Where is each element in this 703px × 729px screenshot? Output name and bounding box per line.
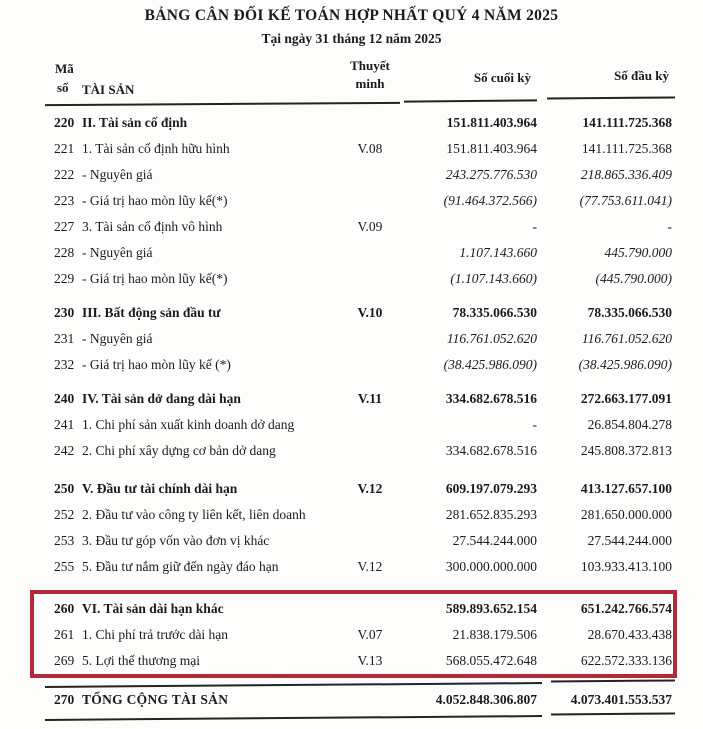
row-end-value: 151.811.403.964 <box>446 115 537 130</box>
row-label: - Giá trị hao mòn lũy kế(*) <box>82 193 228 208</box>
header-end-period: Số cuối kỳ <box>473 70 531 85</box>
row-label: - Nguyên giá <box>82 245 153 260</box>
row-end-value: 300.000.000.000 <box>445 559 537 574</box>
row-code: 252 <box>54 507 75 522</box>
table-row <box>45 240 672 266</box>
total-row <box>45 681 672 711</box>
header-underline-begin-period <box>547 96 675 99</box>
header-notes-line2: minh <box>355 76 385 91</box>
row-code: 240 <box>54 391 75 406</box>
row-note <box>338 412 402 438</box>
row-begin-value: 28.670.433.438 <box>587 627 672 642</box>
total-code: 270 <box>54 692 75 707</box>
header-underline-end-period <box>404 99 537 102</box>
header-code-line1: Mã <box>55 61 74 76</box>
row-note <box>338 438 402 464</box>
row-note <box>338 266 402 292</box>
row-begin-value: - <box>667 219 672 234</box>
total-begin-value: 4.073.401.553.537 <box>570 692 672 707</box>
row-code: 242 <box>54 443 75 458</box>
row-begin-value: 27.544.244.000 <box>587 533 672 548</box>
row-begin-value: 245.808.372.813 <box>580 443 672 458</box>
row-label: - Nguyên giá <box>82 167 153 182</box>
table-header <box>45 60 672 105</box>
row-note: V.12 <box>357 481 383 496</box>
row-begin-value: 622.572.333.136 <box>580 653 672 668</box>
row-code: 220 <box>54 115 75 130</box>
row-begin-value: 141.111.725.368 <box>582 115 672 130</box>
row-note: V.10 <box>357 305 383 320</box>
row-end-value: (1.107.143.660) <box>450 271 537 286</box>
row-begin-value: 281.650.000.000 <box>580 507 672 522</box>
row-begin-value: (38.425.986.090) <box>578 357 672 372</box>
row-code: 229 <box>54 271 75 286</box>
table-row <box>45 386 672 412</box>
table-row <box>45 412 672 438</box>
page-subtitle: Tại ngày 31 tháng 12 năm 2025 <box>261 31 442 46</box>
row-end-value: (91.464.372.566) <box>443 193 537 208</box>
row-begin-value: 651.242.766.574 <box>580 601 672 616</box>
table-row <box>45 110 672 136</box>
row-end-value: 334.682.678.516 <box>445 391 537 406</box>
row-end-value: 1.107.143.660 <box>459 245 537 260</box>
row-code: 231 <box>54 331 75 346</box>
row-note: V.12 <box>357 559 383 574</box>
row-note <box>338 240 402 266</box>
row-label: V. Đầu tư tài chính dài hạn <box>82 481 238 496</box>
row-label: IV. Tài sản dở dang dài hạn <box>82 391 241 406</box>
row-label: 5. Đầu tư nắm giữ đến ngày đáo hạn <box>82 559 279 574</box>
table-row <box>45 596 672 622</box>
row-label: 3. Tài sản cố định vô hình <box>82 219 223 234</box>
table-body <box>45 110 672 674</box>
row-begin-value: 141.111.725.368 <box>581 141 672 156</box>
row-code: 228 <box>54 245 75 260</box>
row-note <box>338 326 402 352</box>
header-code-line2: số <box>57 80 69 95</box>
row-begin-value: 218.865.336.409 <box>580 167 672 182</box>
row-end-value: 21.838.179.506 <box>452 627 537 642</box>
row-end-value: (38.425.986.090) <box>443 357 537 372</box>
row-label: 5. Lợi thế thương mại <box>82 653 200 668</box>
table-row <box>45 528 672 554</box>
row-label: 1. Tài sản cố định hữu hình <box>82 141 230 156</box>
table-row <box>45 326 672 352</box>
header-notes-line1: Thuyết <box>350 58 390 73</box>
table-row <box>45 136 672 162</box>
header-assets: TÀI SẢN <box>82 82 135 97</box>
row-label: - Giá trị hao mòn lũy kế(*) <box>82 271 228 286</box>
row-end-value: 243.275.776.530 <box>445 167 537 182</box>
row-code: 250 <box>54 481 75 496</box>
row-label: - Giá trị hao mòn lũy kế (*) <box>82 357 231 372</box>
row-label: 2. Đầu tư vào công ty liên kết, liên doanh <box>82 507 306 522</box>
row-begin-value: (445.790.000) <box>595 271 672 286</box>
row-begin-value: 445.790.000 <box>604 245 672 260</box>
row-begin-value: 78.335.066.530 <box>587 305 672 320</box>
row-end-value: 334.682.678.516 <box>445 443 537 458</box>
row-end-value: 589.893.652.154 <box>445 601 537 616</box>
row-note <box>338 352 402 378</box>
table-row <box>45 622 672 648</box>
row-begin-value: 272.663.177.091 <box>580 391 672 406</box>
row-end-value: 78.335.066.530 <box>452 305 537 320</box>
row-code: 223 <box>54 193 75 208</box>
table-row <box>45 352 672 378</box>
row-label: - Nguyên giá <box>82 331 153 346</box>
row-end-value: 568.055.472.648 <box>445 653 537 668</box>
row-label: 1. Chi phí trả trước dài hạn <box>82 627 229 642</box>
total-bottom-rule-right <box>551 712 675 715</box>
total-bottom-rule-left <box>45 715 542 721</box>
row-note <box>338 162 402 188</box>
row-code: 269 <box>54 653 75 668</box>
row-label: 3. Đầu tư góp vốn vào đơn vị khác <box>82 533 270 548</box>
row-note: V.07 <box>357 627 383 642</box>
total-end-value: 4.052.848.306.807 <box>435 692 537 707</box>
row-note: V.11 <box>357 391 383 406</box>
row-begin-value: 413.127.657.100 <box>580 481 672 496</box>
row-label: VI. Tài sản dài hạn khác <box>82 601 224 616</box>
table-row <box>45 554 672 580</box>
row-code: 232 <box>54 357 75 372</box>
page-title: BẢNG CÂN ĐỐI KẾ TOÁN HỢP NHẤT QUÝ 4 NĂM 2025 <box>144 7 559 24</box>
header-begin-period: Số đầu kỳ <box>614 68 669 83</box>
row-code: 241 <box>54 417 75 432</box>
row-code: 255 <box>54 559 75 574</box>
table-row <box>45 476 672 502</box>
row-end-value: - <box>532 417 537 432</box>
row-begin-value: 26.854.804.278 <box>587 417 672 432</box>
table-row <box>45 502 672 528</box>
row-note <box>338 528 402 554</box>
table-row <box>45 266 672 292</box>
row-code: 230 <box>54 305 75 320</box>
row-end-value: 27.544.244.000 <box>452 533 537 548</box>
row-note: V.08 <box>357 141 383 156</box>
row-code: 227 <box>54 219 75 234</box>
row-code: 261 <box>54 627 75 642</box>
header-underline-label <box>45 102 400 106</box>
row-code: 260 <box>54 601 75 616</box>
row-end-value: - <box>532 219 537 234</box>
row-end-value: 281.652.835.293 <box>445 507 537 522</box>
total-label: TỔNG CỘNG TÀI SẢN <box>82 692 229 707</box>
row-note: V.09 <box>357 219 383 234</box>
row-code: 253 <box>54 533 75 548</box>
row-begin-value: 103.933.413.100 <box>580 559 672 574</box>
row-end-value: 116.761.052.620 <box>446 331 537 346</box>
row-begin-value: (77.753.611.041) <box>579 193 672 208</box>
table-row <box>45 438 672 464</box>
row-code: 221 <box>54 141 75 156</box>
row-label: II. Tài sản cố định <box>82 115 188 130</box>
row-begin-value: 116.761.052.620 <box>581 331 672 346</box>
table-row <box>45 214 672 240</box>
row-note <box>338 110 402 136</box>
row-note <box>338 596 402 622</box>
table-row <box>45 300 672 326</box>
table-row <box>45 648 672 674</box>
row-code: 222 <box>54 167 75 182</box>
row-note: V.13 <box>357 653 383 668</box>
table-row <box>45 162 672 188</box>
row-end-value: 151.811.403.964 <box>446 141 537 156</box>
row-label: 1. Chi phí sản xuất kinh doanh dở dang <box>82 417 295 432</box>
row-note <box>338 502 402 528</box>
table-row <box>45 188 672 214</box>
row-end-value: 609.197.079.293 <box>445 481 537 496</box>
row-note <box>338 188 402 214</box>
row-label: 2. Chi phí xây dựng cơ bản dở dang <box>82 443 276 458</box>
row-label: III. Bất động sản đầu tư <box>82 305 221 320</box>
